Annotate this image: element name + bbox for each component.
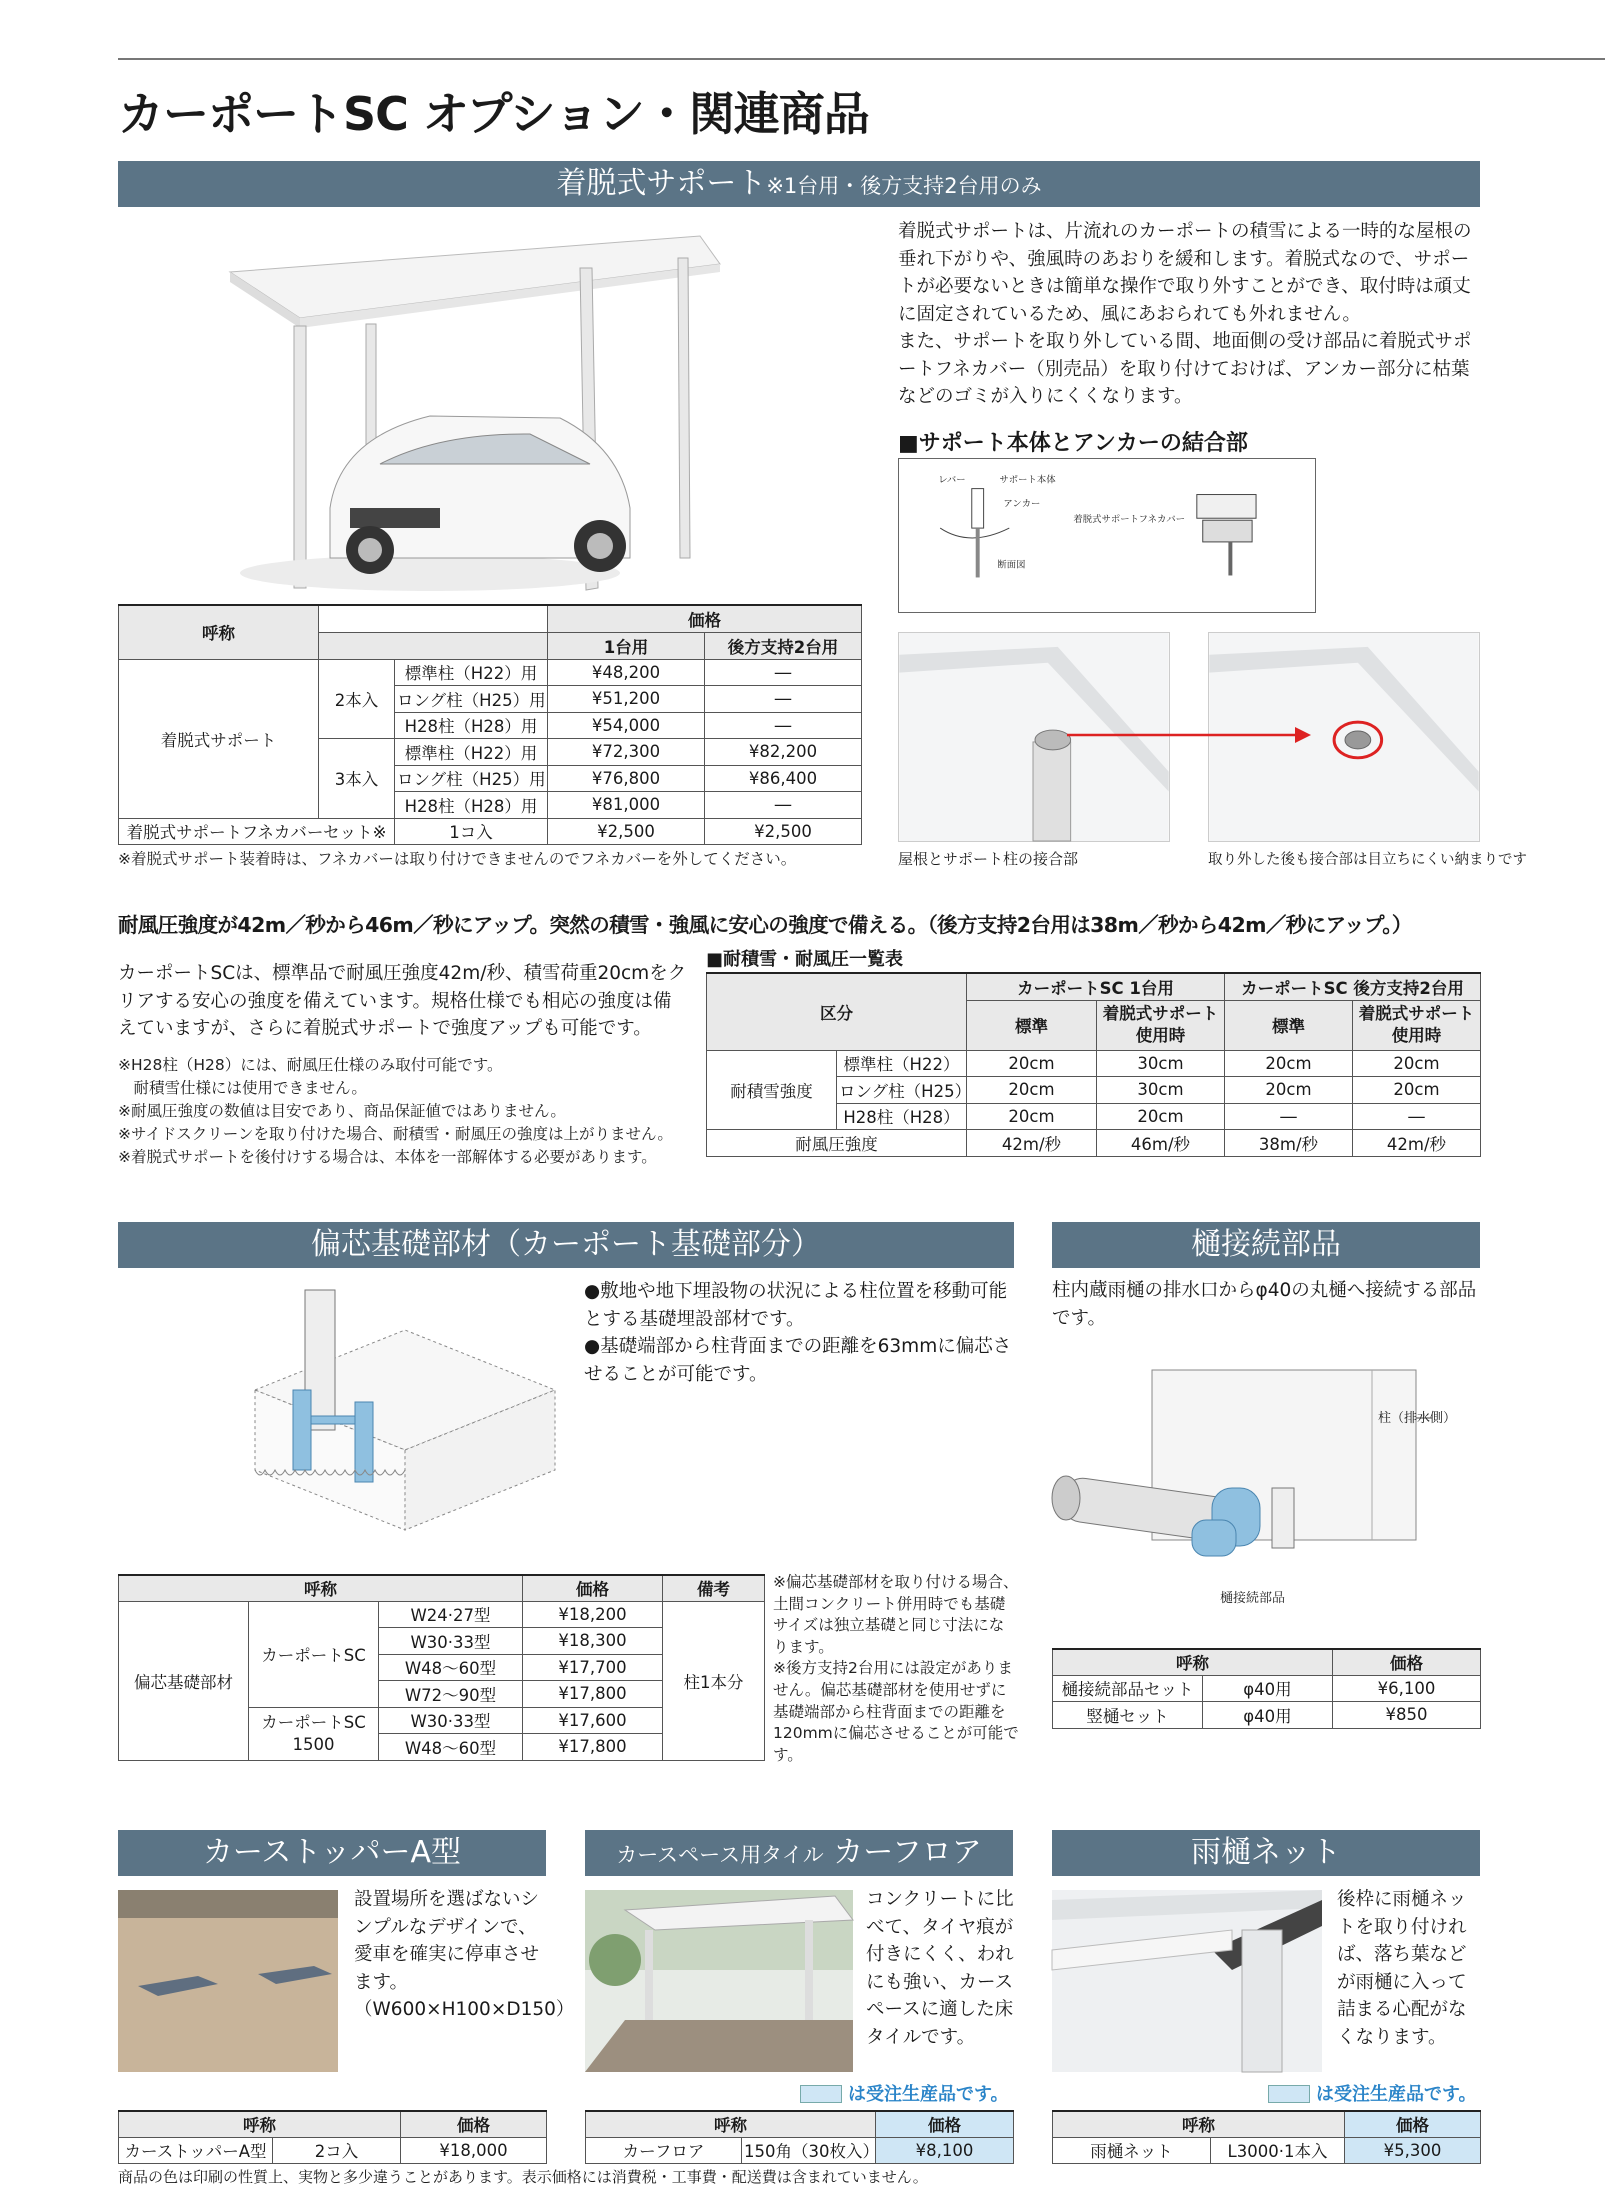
- floor-description: コンクリートに比べて、タイヤ痕が付きにくく、われにも強い、カースペースに適した床タイルです。: [866, 1889, 1014, 2048]
- floor-price-table: [585, 2110, 1014, 2164]
- price-cell: ¥76,800: [548, 765, 705, 792]
- qty-cell: L3000·1本入: [1211, 2137, 1345, 2164]
- price-cell: ¥5,300: [1345, 2137, 1481, 2164]
- qty-cell: 150角（30枚入）: [742, 2137, 876, 2164]
- price-cell: ¥6,100: [1333, 1675, 1481, 1702]
- stopper-price-table: [118, 2110, 547, 2164]
- support-header: [118, 161, 1480, 207]
- table-row: 樋接続部品セット: [1053, 1675, 1203, 1702]
- support-group: 着脱式サポート: [119, 659, 319, 818]
- price-cell: ¥850: [1333, 1702, 1481, 1729]
- value-cell: ―: [1353, 1103, 1481, 1130]
- offset-notes: ※偏芯基礎部材を取り付ける場合、土間コンクリート併用時でも基礎サイズは独立基礎と同じ寸法になります。 ※後方支持2台用には設定がありません。偏芯基礎部材を使用せずに基礎端部から柱背面までの距離を120mmに偏芯させることが可能です。: [773, 1573, 1019, 1764]
- label-anchor: アンカー: [1003, 498, 1041, 510]
- label-column: 柱（排水側）: [1378, 1411, 1457, 1426]
- value-cell: 42m/秒: [967, 1130, 1097, 1157]
- th-name: 呼称: [119, 2111, 401, 2137]
- price-cell: ¥54,000: [548, 712, 705, 739]
- offset-bullets: [584, 1278, 1014, 1388]
- price-cell: ¥17,800: [523, 1734, 663, 1761]
- note-3: ※耐風圧強度の数値は目安であり、商品保証値ではありません。: [118, 1102, 566, 1120]
- stopper-photo: [118, 1890, 338, 2072]
- gutter-description: 柱内蔵雨樋の排水口からφ40の丸樋へ接続する部品です。: [1052, 1280, 1477, 1329]
- price-cell: ¥86,400: [705, 765, 862, 792]
- label-body: サポート本体: [999, 474, 1056, 486]
- value-cell: 20cm: [1353, 1077, 1481, 1104]
- floor-legend: [800, 2080, 1009, 2106]
- th-price: 価格: [1345, 2111, 1481, 2137]
- th-name: 呼称: [586, 2111, 876, 2137]
- value-cell: 20cm: [1225, 1077, 1353, 1104]
- strength-headline: 耐風圧強度が42m／秒から46m／秒にアップ。突然の積雪・強風に安心の強度で備える。（後方支持2台用は38m／秒から42m／秒にアップ。）: [118, 913, 1412, 937]
- qty-cell: 2コ入: [273, 2137, 401, 2164]
- net-price-table: [1052, 2110, 1481, 2164]
- th-std: 標準: [1225, 1000, 1353, 1050]
- value-cell: 20cm: [1225, 1050, 1353, 1077]
- top-rule: [118, 58, 1605, 60]
- snow-group: 耐積雪強度: [707, 1050, 837, 1130]
- th-2: 後方支持2台用: [705, 632, 862, 659]
- sc1500-label: カーポートSC 1500: [249, 1707, 379, 1760]
- support-table-note: ※着脱式サポート装着時は、フネカバーは取り付けできませんのでフネカバーを外してください。: [118, 850, 797, 868]
- qty-cell: 1コ入: [395, 818, 548, 845]
- stopper-description: 設置場所を選ばないシンプルなデザインで、愛車を確実に停車させます。 （W600×H100×D150）: [354, 1889, 575, 2020]
- price-cell: ¥8,100: [876, 2137, 1014, 2164]
- stopper-header: カーストッパーA型: [118, 1830, 546, 1876]
- offset-header: 偏芯基礎部材（カーポート基礎部分）: [118, 1222, 1014, 1268]
- price-cell: ―: [705, 686, 862, 713]
- price-cell: ¥18,200: [523, 1601, 663, 1628]
- table-row: H28柱（H28）: [837, 1103, 967, 1130]
- floor-header-big: カーフロア: [833, 1835, 982, 1870]
- table-row: ロング柱（H25）: [837, 1077, 967, 1104]
- floor-photo: [585, 1890, 853, 2072]
- th-price: 価格: [523, 1575, 663, 1601]
- strength-table: [706, 972, 1481, 1157]
- th-name: 呼称: [1053, 2111, 1345, 2137]
- table-row: W30·33型: [379, 1707, 523, 1734]
- value-cell: 46m/秒: [1097, 1130, 1225, 1157]
- th-1: 1台用: [548, 632, 705, 659]
- price-cell: ¥17,700: [523, 1654, 663, 1681]
- price-cell: ―: [705, 659, 862, 686]
- support-header-main: 着脱式サポート: [556, 166, 767, 201]
- support-header-note: ※1台用・後方支持2台用のみ: [766, 174, 1042, 198]
- joint-caption-1: 屋根とサポート柱の接合部: [898, 850, 1079, 868]
- th-std: 標準: [967, 1000, 1097, 1050]
- spec-cell: φ40用: [1203, 1702, 1333, 1729]
- offset-group: 偏芯基礎部材: [119, 1601, 249, 1760]
- table-row: W72〜90型: [379, 1681, 523, 1708]
- floor-header: [585, 1830, 1013, 1876]
- cover-row: 着脱式サポートフネカバーセット※: [119, 818, 395, 845]
- note-4: ※サイドスクリーンを取り付けた場合、耐積雪・耐風圧の強度は上がりません。: [118, 1125, 673, 1143]
- table-row: 標準柱（H22）用: [395, 659, 548, 686]
- table-row: W48〜60型: [379, 1734, 523, 1761]
- offset-diagram: [245, 1290, 565, 1540]
- value-cell: 42m/秒: [1353, 1130, 1481, 1157]
- table-row: W48〜60型: [379, 1654, 523, 1681]
- value-cell: 30cm: [1097, 1077, 1225, 1104]
- th-sc2: カーポートSC 後方支持2台用: [1225, 973, 1481, 1000]
- price-cell: ¥72,300: [548, 739, 705, 766]
- note-1: ※H28柱（H28）には、耐風圧仕様のみ取付可能です。: [118, 1056, 503, 1074]
- red-arrow: [1065, 720, 1315, 750]
- value-cell: 38m/秒: [1225, 1130, 1353, 1157]
- table-row: 標準柱（H22）用: [395, 739, 548, 766]
- label-lever: レバー: [938, 474, 966, 486]
- th-kubun: 区分: [707, 973, 967, 1050]
- label-cover: 着脱式サポートフネカバー: [1073, 514, 1186, 526]
- value-cell: 20cm: [967, 1077, 1097, 1104]
- value-cell: ―: [1225, 1103, 1353, 1130]
- floor-header-small: カースペース用タイル: [616, 1843, 824, 1867]
- price-cell: ¥18,300: [523, 1628, 663, 1655]
- gutter-diagram: [1052, 1370, 1480, 1618]
- joint-title: ■サポート本体とアンカーの結合部: [898, 431, 1248, 456]
- table-row: ロング柱（H25）用: [395, 765, 548, 792]
- table-row: カーストッパーA型: [119, 2137, 273, 2164]
- price-cell: ¥18,000: [401, 2137, 547, 2164]
- price-cell: ¥2,500: [548, 818, 705, 845]
- price-cell: ¥48,200: [548, 659, 705, 686]
- bullet-1: ●敷地や地下埋設物の状況による柱位置を移動可能とする基礎埋設部材です。: [584, 1281, 1008, 1330]
- price-cell: ¥17,600: [523, 1707, 663, 1734]
- table-row: 竪樋セット: [1053, 1702, 1203, 1729]
- offset-price-table: [118, 1574, 765, 1761]
- th-price: 価格: [548, 605, 862, 632]
- th-sup: 着脱式サポート使用時: [1353, 1000, 1481, 1050]
- th-price: 価格: [876, 2111, 1014, 2137]
- support-description: 着脱式サポートは、片流れのカーポートの積雪による一時的な屋根の垂れ下がりや、強風時のあおりを緩和します。着脱式なので、サポートが必要ないときは簡単な操作で取り外すことができ、取付時は頑丈に固定されているため、風にあおられても外れません。 また、サポートを取り外している間、地面側の受け部品に着脱式サポートフネカバー（別売品）を取り付けておけば、アンカー部分に枯葉などのゴミが入りにくくなります。: [898, 221, 1472, 407]
- page-footer: 商品の色は印刷の性質上、実物と多少違うことがあります。表示価格には消費税・工事費・配送費は含まれていません。: [118, 2168, 928, 2186]
- offset-note-cell: 柱1本分: [663, 1601, 765, 1760]
- th-sc1: カーポートSC 1台用: [967, 973, 1225, 1000]
- table-row: 標準柱（H22）: [837, 1050, 967, 1077]
- table-row: W24·27型: [379, 1601, 523, 1628]
- support-price-table: [118, 604, 862, 845]
- value-cell: 20cm: [967, 1050, 1097, 1077]
- made-to-order-swatch: [800, 2085, 842, 2103]
- net-photo: [1052, 1890, 1322, 2072]
- gutter-price-table: [1052, 1648, 1481, 1729]
- price-cell: ―: [705, 712, 862, 739]
- table-row: W30·33型: [379, 1628, 523, 1655]
- th-name: 呼称: [119, 1575, 523, 1601]
- page-title: カーポートSC オプション・関連商品: [118, 87, 869, 141]
- joint-diagram: [898, 458, 1316, 613]
- joint-caption-2: 取り外した後も接合部は目立ちにくい納まりです: [1208, 852, 1527, 868]
- note-2: 耐積雪仕様には使用できません。: [118, 1079, 367, 1097]
- table-row: 雨樋ネット: [1053, 2137, 1211, 2164]
- sc-label: カーポートSC: [249, 1601, 379, 1707]
- th-sup: 着脱式サポート使用時: [1097, 1000, 1225, 1050]
- strength-table-title: ■耐積雪・耐風圧一覧表: [706, 949, 904, 970]
- gutter-header: 樋接続部品: [1052, 1222, 1480, 1268]
- value-cell: 20cm: [1353, 1050, 1481, 1077]
- value-cell: 20cm: [1097, 1103, 1225, 1130]
- price-cell: ¥2,500: [705, 818, 862, 845]
- label-part: 樋接続部品: [1220, 1591, 1286, 1606]
- th-price: 価格: [1333, 1649, 1481, 1675]
- bullet-2: ●基礎端部から柱背面までの距離を63mmに偏芯させることが可能です。: [584, 1336, 1012, 1385]
- price-cell: ¥51,200: [548, 686, 705, 713]
- table-row: ロング柱（H25）用: [395, 686, 548, 713]
- n2: 2本入: [319, 659, 395, 739]
- spec-cell: φ40用: [1203, 1675, 1333, 1702]
- th-name: 呼称: [119, 605, 319, 659]
- value-cell: 30cm: [1097, 1050, 1225, 1077]
- price-cell: ¥81,000: [548, 792, 705, 819]
- net-legend-text: は受注生産品です。: [1316, 2084, 1477, 2105]
- th-name: 呼称: [1053, 1649, 1333, 1675]
- carport-photo: [230, 228, 720, 598]
- n3: 3本入: [319, 739, 395, 819]
- price-cell: ¥82,200: [705, 739, 862, 766]
- net-legend: [1268, 2080, 1477, 2106]
- strength-description: カーポートSCは、標準品で耐風圧強度42m/秒、積雪荷重20cmをクリアする安心の強度を備えています。規格仕様でも相応の強度は備えていますが、さらに着脱式サポートで強度アップも可能です。: [118, 963, 687, 1039]
- value-cell: 20cm: [967, 1103, 1097, 1130]
- made-to-order-swatch: [1268, 2085, 1310, 2103]
- price-cell: ―: [705, 792, 862, 819]
- net-header: 雨樋ネット: [1052, 1830, 1480, 1876]
- note-5: ※着脱式サポートを後付けする場合は、本体を一部解体する必要があります。: [118, 1148, 657, 1166]
- table-row: カーフロア: [586, 2137, 742, 2164]
- strength-notes: [118, 1054, 698, 1169]
- label-section: 断面図: [997, 559, 1026, 571]
- th-note: 備考: [663, 1575, 765, 1601]
- table-row: H28柱（H28）用: [395, 712, 548, 739]
- table-row: H28柱（H28）用: [395, 792, 548, 819]
- wind-label: 耐風圧強度: [707, 1130, 967, 1157]
- net-description: 後枠に雨樋ネットを取り付ければ、落ち葉などが雨樋に入って詰まる心配がなくなります。: [1337, 1889, 1467, 2048]
- th-price: 価格: [401, 2111, 547, 2137]
- floor-legend-text: は受注生産品です。: [848, 2084, 1009, 2105]
- price-cell: ¥17,800: [523, 1681, 663, 1708]
